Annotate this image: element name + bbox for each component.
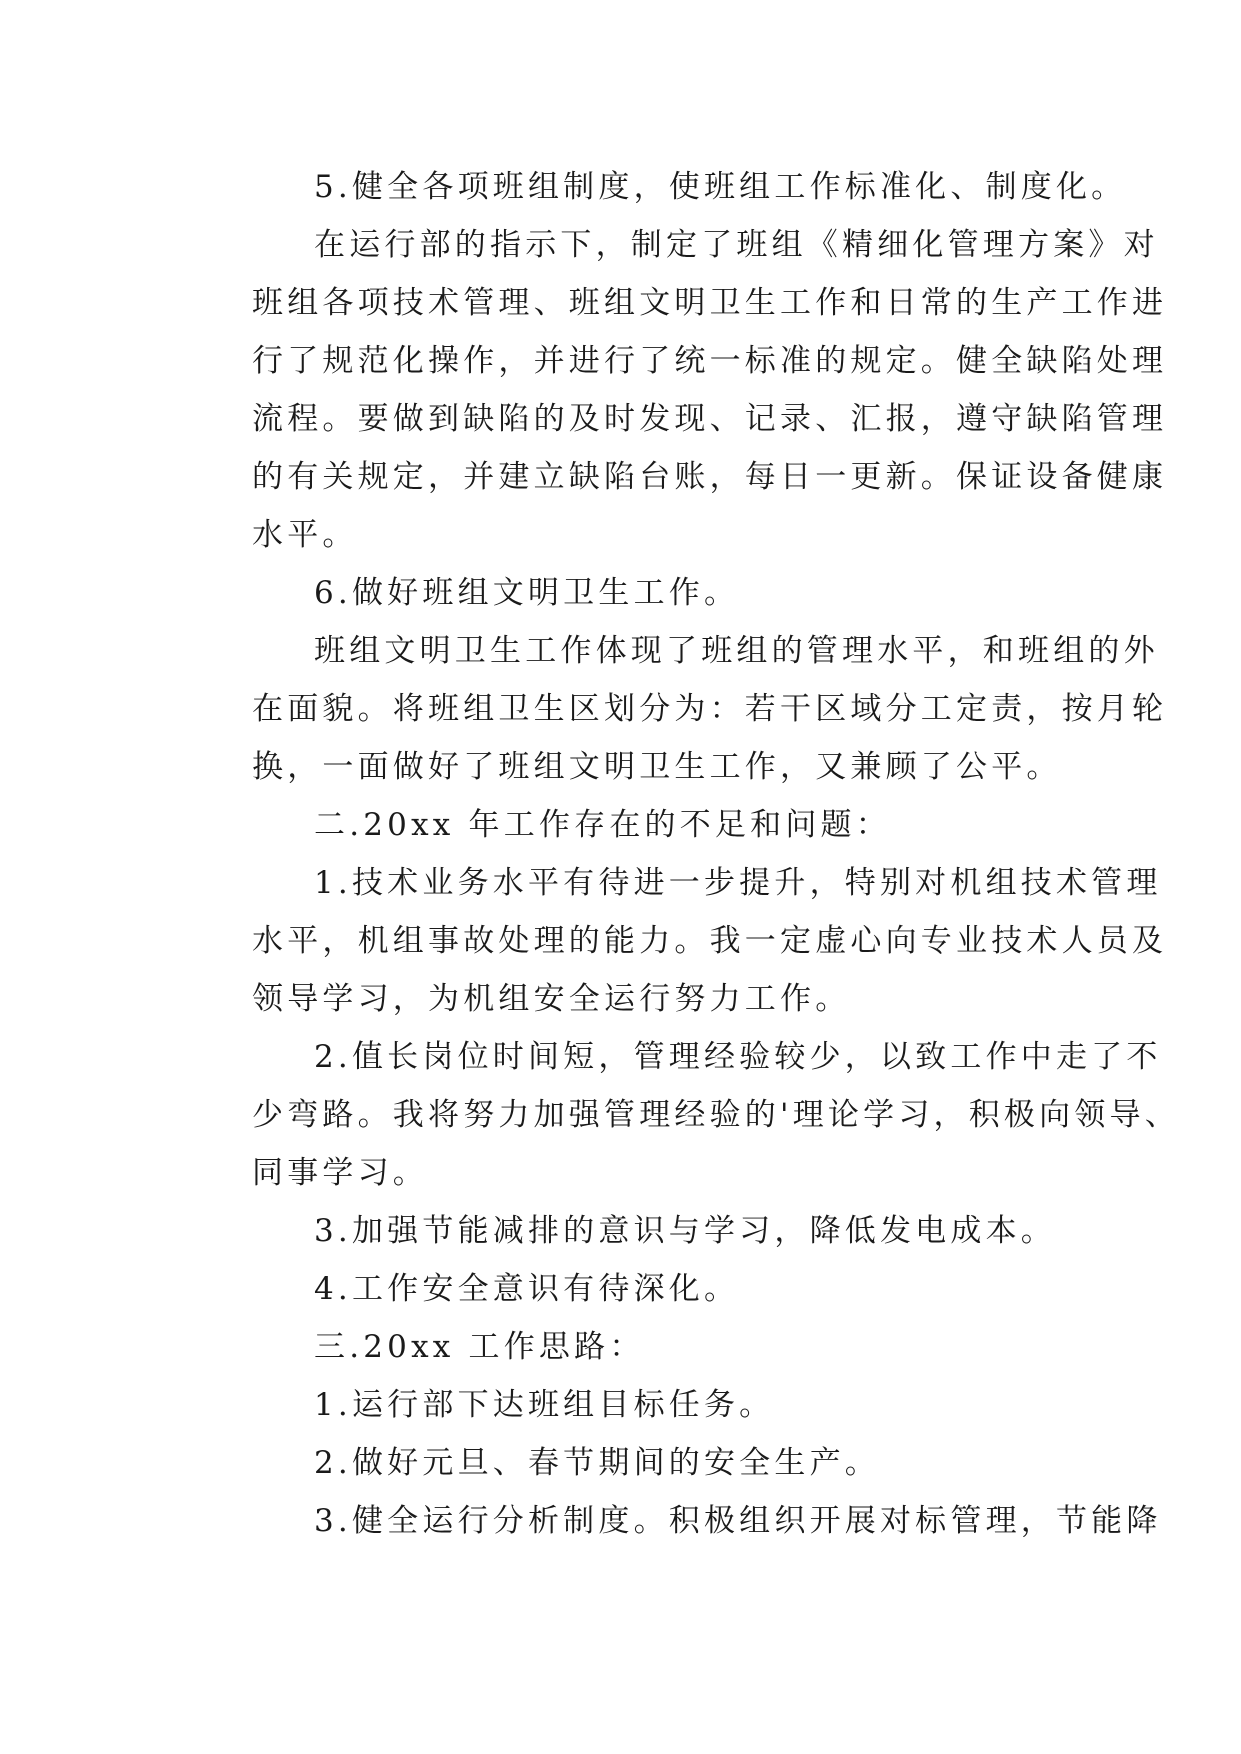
text-line: 同事学习。 (252, 1155, 428, 1191)
text-line: 水平。 (252, 517, 358, 553)
text-line: 4.工作安全意识有待深化。 (314, 1271, 740, 1307)
text-line: 少弯路。我将努力加强管理经验的'理论学习，积极向领导、 (252, 1097, 1180, 1133)
paragraph (190, 622, 1168, 796)
paragraph (190, 1434, 1070, 1492)
text-line: 3.健全运行分析制度。积极组织开展对标管理，节能降 (314, 1503, 1162, 1539)
text-line: 三.20xx 工作思路： (314, 1329, 645, 1365)
paragraph (190, 158, 1127, 216)
text-line: 领导学习，为机组安全运行努力工作。 (252, 981, 851, 1017)
text-line: 3.加强节能减排的意识与学习，降低发电成本。 (314, 1213, 1056, 1249)
paragraph (190, 1260, 1070, 1318)
text-line: 2.做好元旦、春节期间的安全生产。 (314, 1445, 880, 1481)
text-line: 班组文明卫生工作体现了班组的管理水平，和班组的外 (314, 633, 1159, 669)
text-line: 在面貌。将班组卫生区划分为：若干区域分工定责，按月轮 (252, 691, 1168, 727)
paragraph (190, 1028, 1180, 1202)
paragraph (190, 564, 1070, 622)
text-line: 6.做好班组文明卫生工作。 (314, 575, 740, 611)
text-line: 水平，机组事故处理的能力。我一定虚心向专业技术人员及 (252, 923, 1168, 959)
paragraph (190, 1492, 1162, 1550)
section-heading (190, 796, 1070, 854)
paragraph (190, 1202, 1070, 1260)
text-line: 流程。要做到缺陷的及时发现、记录、汇报，遵守缺陷管理 (252, 401, 1168, 437)
paragraph (190, 854, 1168, 1028)
section-heading (190, 1318, 1070, 1376)
text-line: 2.值长岗位时间短，管理经验较少，以致工作中走了不 (314, 1039, 1162, 1075)
text-line: 班组各项技术管理、班组文明卫生工作和日常的生产工作进 (252, 285, 1168, 321)
text-line: 行了规范化操作，并进行了统一标准的规定。健全缺陷处理 (252, 343, 1168, 379)
text-line: 1.技术业务水平有待进一步提升，特别对机组技术管理 (314, 865, 1162, 901)
text-line: 在运行部的指示下，制定了班组《精细化管理方案》对 (314, 227, 1159, 263)
paragraph (190, 216, 1168, 564)
text-line: 的有关规定，并建立缺陷台账，每日一更新。保证设备健康 (252, 459, 1168, 495)
text-line: 1.运行部下达班组目标任务。 (314, 1387, 775, 1423)
text-line: 5.健全各项班组制度，使班组工作标准化、制度化。 (314, 169, 1127, 205)
text-line: 换，一面做好了班组文明卫生工作，又兼顾了公平。 (252, 749, 1062, 785)
document-body (190, 158, 1180, 1550)
paragraph (190, 1376, 1070, 1434)
text-line: 二.20xx 年工作存在的不足和问题： (314, 807, 891, 843)
